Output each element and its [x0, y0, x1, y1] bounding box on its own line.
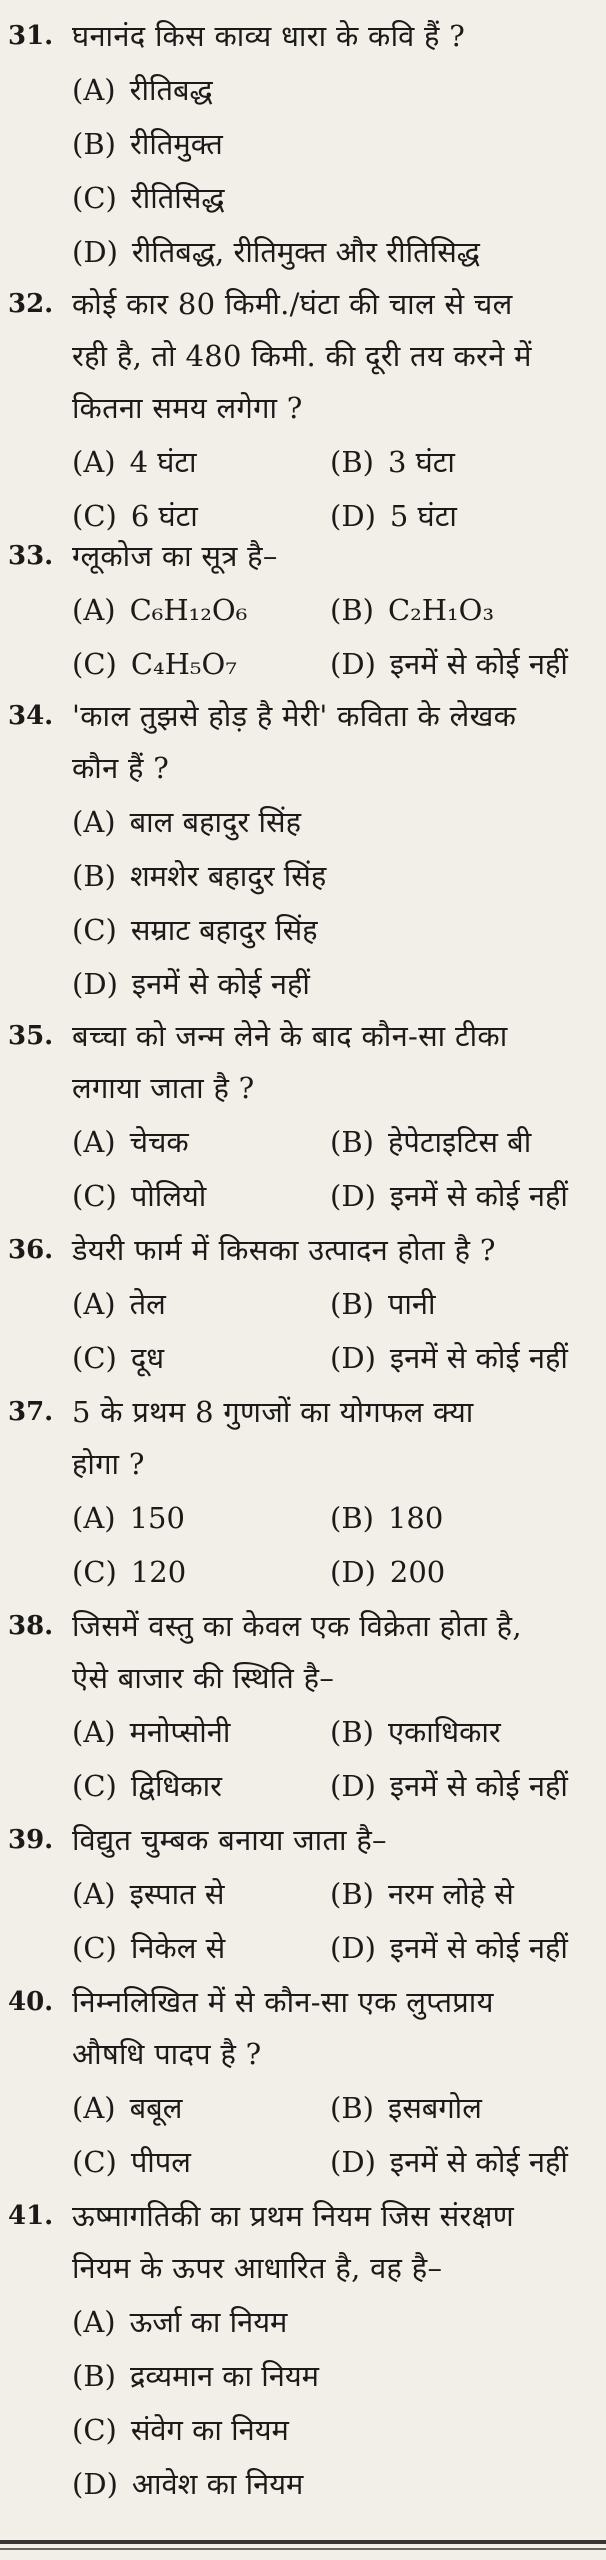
- question-number: 39.: [8, 1825, 54, 1855]
- option-b: (B) द्रव्यमान का नियम: [72, 2359, 320, 2393]
- question-line: ऐसे बाजार की स्थिति है–: [72, 1661, 335, 1695]
- question-text: [72, 10, 592, 62]
- option-a: (A) ऊर्जा का नियम: [72, 2305, 288, 2339]
- option-d: (D) रीतिबद्ध, रीतिमुक्त और रीतिसिद्ध: [72, 235, 480, 269]
- option-a: (A) C₆H₁₂O₆: [72, 593, 248, 627]
- question-number: 40.: [8, 1987, 54, 2017]
- question-number: 35.: [8, 1021, 54, 1051]
- question-number: 36.: [8, 1235, 54, 1265]
- option-a: (A) मनोप्सोनी: [72, 1715, 231, 1749]
- question-line: नियम के ऊपर आधारित है, वह है–: [72, 2251, 443, 2285]
- question-number: 37.: [8, 1397, 54, 1427]
- question-text: [72, 1814, 592, 1866]
- question-number: 32.: [8, 289, 54, 319]
- question-number: 31.: [8, 21, 54, 51]
- option-a: (A) चेचक: [72, 1125, 189, 1159]
- question-line: कितना समय लगेगा ?: [72, 391, 303, 425]
- question-text: [72, 1976, 592, 2080]
- option-a: (A) बाल बहादुर सिंह: [72, 805, 301, 839]
- option-d: (D) इनमें से कोई नहीं: [330, 647, 568, 681]
- question-number: 34.: [8, 701, 54, 731]
- question-number: 41.: [8, 2201, 54, 2231]
- question-text: [72, 278, 592, 434]
- option-b: (B) पानी: [330, 1287, 436, 1321]
- option-a: (A) रीतिबद्ध: [72, 73, 213, 107]
- question-line: होगा ?: [72, 1447, 145, 1481]
- question-line: औषधि पादप है ?: [72, 2037, 262, 2071]
- option-c: (C) रीतिसिद्ध: [72, 181, 225, 215]
- question-text: [72, 530, 592, 582]
- option-b: (B) रीतिमुक्त: [72, 127, 223, 161]
- option-d: (D) इनमें से कोई नहीं: [330, 2145, 568, 2179]
- question-text: [72, 1010, 592, 1114]
- option-d: (D) इनमें से कोई नहीं: [330, 1179, 568, 1213]
- option-c: (C) C₄H₅O₇: [72, 647, 237, 681]
- question-text: [72, 2190, 592, 2294]
- option-c: (C) निकेल से: [72, 1931, 226, 1965]
- option-a: (A) तेल: [72, 1287, 166, 1321]
- option-c: (C) 6 घंटा: [72, 499, 198, 533]
- bottom-divider-thin: [0, 2548, 606, 2550]
- option-b: (B) हेपेटाइटिस बी: [330, 1125, 532, 1159]
- question-line: ग्लूकोज का सूत्र है–: [72, 539, 278, 573]
- question-line: कोई कार 80 किमी./घंटा की चाल से चल: [72, 287, 513, 321]
- option-c: (C) 120: [72, 1555, 187, 1589]
- option-d: (D) इनमें से कोई नहीं: [330, 1341, 568, 1375]
- option-d: (D) इनमें से कोई नहीं: [330, 1769, 568, 1803]
- question-line: डेयरी फार्म में किसका उत्पादन होता है ?: [72, 1233, 496, 1267]
- option-a: (A) इस्पात से: [72, 1877, 225, 1911]
- option-b: (B) इसबगोल: [330, 2091, 482, 2125]
- question-text: [72, 690, 592, 794]
- bottom-divider: [0, 2540, 606, 2544]
- question-line: लगाया जाता है ?: [72, 1071, 255, 1105]
- option-b: (B) 180: [330, 1501, 444, 1535]
- option-b: (B) एकाधिकार: [330, 1715, 501, 1749]
- option-d: (D) आवेश का नियम: [72, 2467, 304, 2501]
- option-a: (A) 150: [72, 1501, 185, 1535]
- option-c: (C) द्विधिकार: [72, 1769, 223, 1803]
- option-b: (B) नरम लोहे से: [330, 1877, 514, 1911]
- option-c: (C) सम्राट बहादुर सिंह: [72, 913, 318, 947]
- option-b: (B) 3 घंटा: [330, 445, 455, 479]
- question-line: ऊष्मागतिकी का प्रथम नियम जिस संरक्षण: [72, 2199, 515, 2233]
- option-d: (D) इनमें से कोई नहीं: [72, 967, 310, 1001]
- option-b: (B) शमशेर बहादुर सिंह: [72, 859, 327, 893]
- question-line: कौन हैं ?: [72, 751, 170, 785]
- option-d: (D) 5 घंटा: [330, 499, 457, 533]
- question-line: घनानंद किस काव्य धारा के कवि हैं ?: [72, 19, 466, 53]
- question-line: जिसमें वस्तु का केवल एक विक्रेता होता है,: [72, 1609, 522, 1643]
- question-line: 'काल तुझसे होड़ है मेरी' कविता के लेखक: [72, 699, 517, 733]
- question-text: [72, 1600, 592, 1704]
- question-line: 5 के प्रथम 8 गुणजों का योगफल क्या: [72, 1395, 474, 1429]
- option-d: (D) इनमें से कोई नहीं: [330, 1931, 568, 1965]
- option-c: (C) पोलियो: [72, 1179, 207, 1213]
- option-a: (A) बबूल: [72, 2091, 183, 2125]
- question-number: 33.: [8, 541, 54, 571]
- option-c: (C) दूध: [72, 1341, 165, 1375]
- question-line: विद्युत चुम्बक बनाया जाता है–: [72, 1823, 387, 1857]
- option-c: (C) संवेग का नियम: [72, 2413, 289, 2447]
- question-text: [72, 1386, 592, 1490]
- question-number: 38.: [8, 1611, 54, 1641]
- question-line: बच्चा को जन्म लेने के बाद कौन-सा टीका: [72, 1019, 508, 1053]
- option-a: (A) 4 घंटा: [72, 445, 197, 479]
- question-text: [72, 1224, 592, 1276]
- question-line: रही है, तो 480 किमी. की दूरी तय करने में: [72, 339, 532, 373]
- option-d: (D) 200: [330, 1555, 446, 1589]
- question-line: निम्नलिखित में से कौन-सा एक लुप्तप्राय: [72, 1985, 494, 2019]
- option-b: (B) C₂H₁O₃: [330, 593, 495, 627]
- option-c: (C) पीपल: [72, 2145, 191, 2179]
